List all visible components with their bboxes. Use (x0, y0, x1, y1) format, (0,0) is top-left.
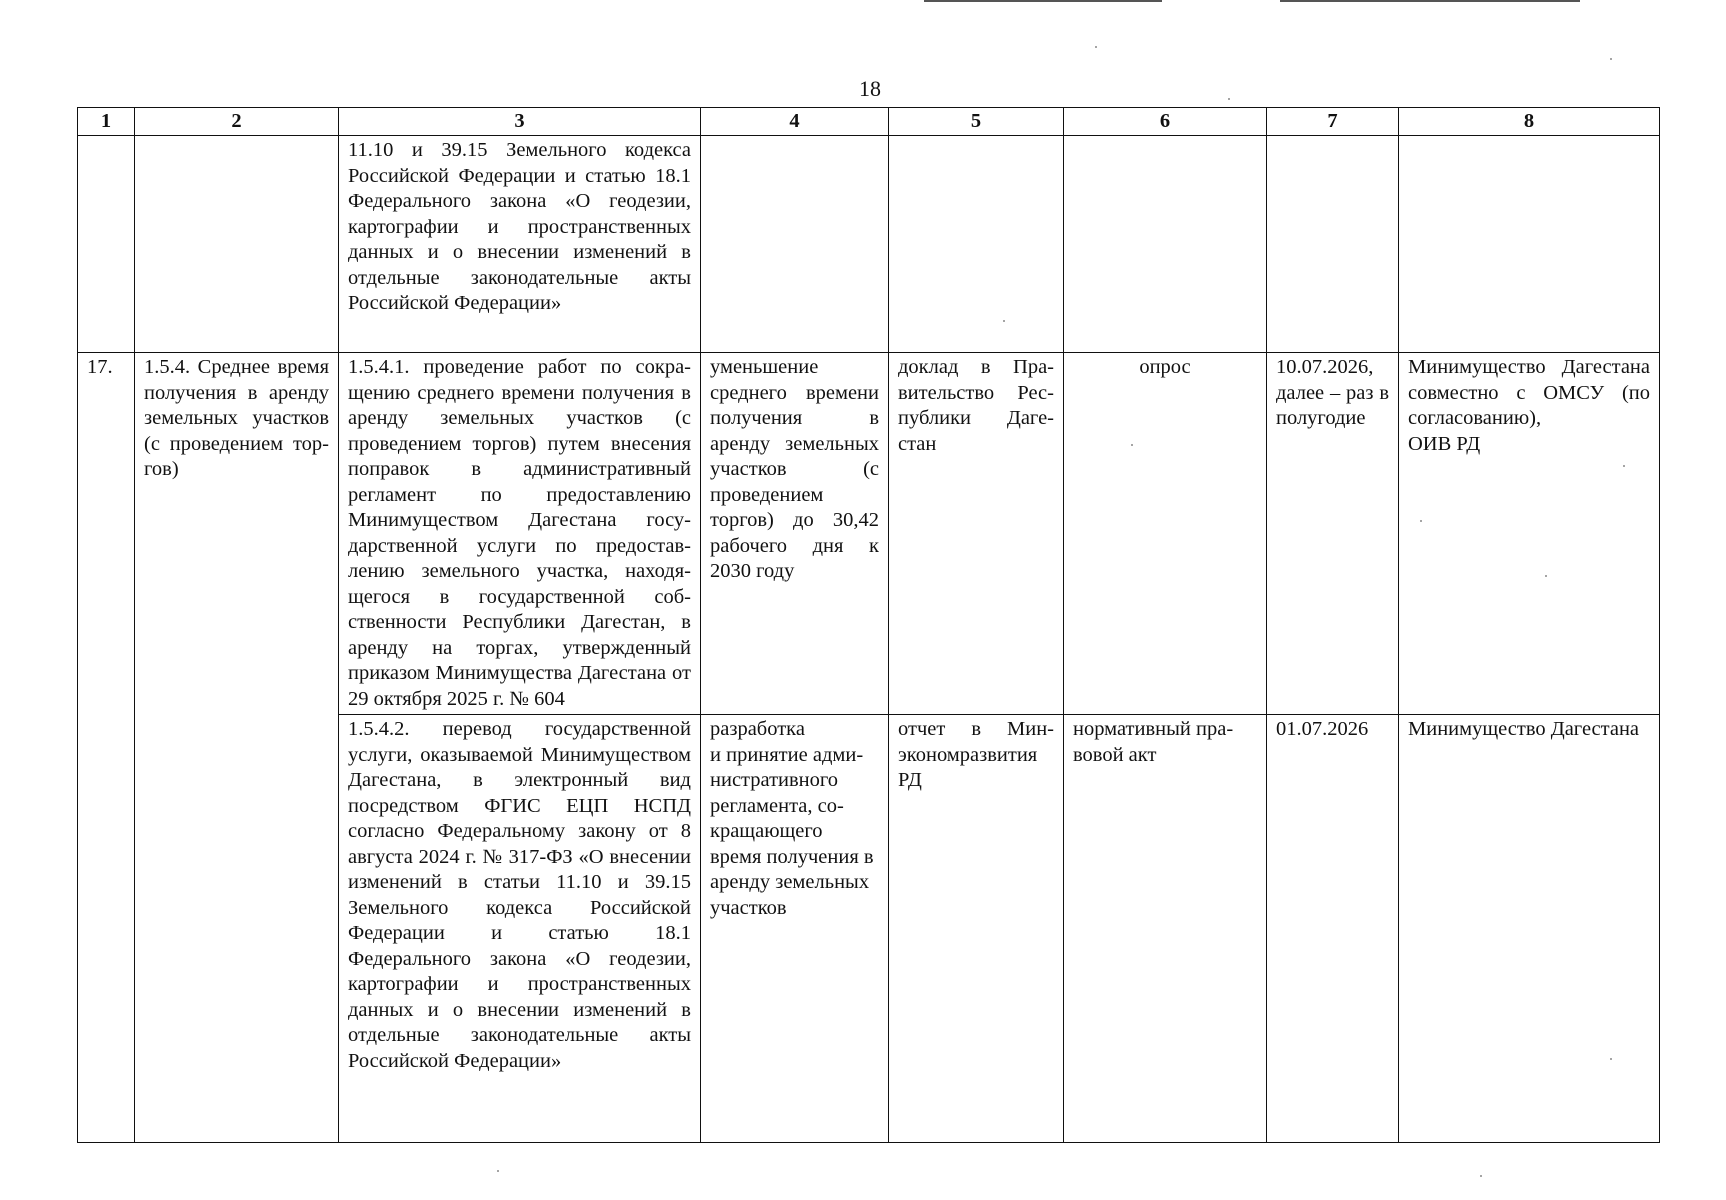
scan-edge-line-right (1280, 0, 1580, 2)
responsible-2-text: Минимущество Дагестана (1399, 715, 1660, 1143)
scan-speck (1610, 1058, 1612, 1060)
deadline-1-text: 10.07.2026, далее – раз в полугодие (1267, 353, 1399, 715)
report-2-text: отчет в Минэкономразвития РД (889, 715, 1064, 1143)
plan-table (77, 107, 1660, 1143)
page-number: 18 (859, 76, 881, 101)
cont-measure-text: 11.10 и 39.15 Земельного кодекса Российской Федерации и статью 18.1 Федерального закона «О геодезии, картографии и пространственных данных и о внесении изменений в отдельные законодательные акты Российской Федерации» (339, 136, 701, 353)
header-row (78, 108, 1660, 136)
measure-1-text: 1.5.4.1. проведение работ по сокращению среднего времени получения в аренду земельных участков (с проведением торгов) путем внесения поправок в административный регламент по предоставлению Минимуществом Дагестана государственной услуги по предоставлению земельного участка, находящегося в государственной собственности Республики Дагестан, в аренду на торгах, утвержденный приказом Минимущества Дагестана от 29 октября 2025 г. № 604 (339, 353, 701, 715)
scan-speck (1623, 465, 1625, 467)
result-2-text: разработка и принятие административного регламента, сокращающего время получения в аренду земельных участков (701, 715, 889, 1143)
scan-speck (1610, 58, 1612, 60)
continuation-row (78, 136, 1660, 353)
cont-cell-8 (1399, 136, 1660, 353)
cont-cell-6 (1064, 136, 1267, 353)
control-2-text: нормативный правовой акт (1064, 715, 1267, 1143)
scan-speck (1480, 1175, 1482, 1177)
scan-edge-line-left (924, 0, 1162, 2)
indicator-text: 1.5.4. Среднее время получения в аренду земельных участков (с проведением торгов) (135, 353, 339, 1143)
header-col-4: 4 (701, 108, 889, 136)
scan-speck (497, 1170, 499, 1172)
scan-speck (1003, 320, 1005, 322)
cont-cell-5 (889, 136, 1064, 353)
cont-cell-1 (78, 136, 135, 353)
scan-speck (1420, 520, 1422, 522)
responsible-1-text: Минимущество Дагестана совместно с ОМСУ (по согласованию), ОИВ РД (1399, 353, 1660, 715)
row-17-sub-1 (78, 353, 1660, 715)
scan-speck (1545, 575, 1547, 577)
header-col-6: 6 (1064, 108, 1267, 136)
header-col-3: 3 (339, 108, 701, 136)
row-number: 17. (78, 353, 135, 1143)
report-1-text: доклад в Правительство Республики Дагестан (889, 353, 1064, 715)
header-col-8: 8 (1399, 108, 1660, 136)
header-col-2: 2 (135, 108, 339, 136)
scan-speck (1095, 46, 1097, 48)
scan-speck (1228, 98, 1230, 100)
cont-cell-2 (135, 136, 339, 353)
cont-cell-4 (701, 136, 889, 353)
result-1-text: уменьшение среднего времени получения в аренду земельных участков (с проведением торгов) до 30,42 рабочего дня к 2030 году (701, 353, 889, 715)
deadline-2-text: 01.07.2026 (1267, 715, 1399, 1143)
header-col-1: 1 (78, 108, 135, 136)
control-1-text: опрос (1064, 353, 1267, 715)
header-col-7: 7 (1267, 108, 1399, 136)
scan-speck (1131, 444, 1133, 446)
header-col-5: 5 (889, 108, 1064, 136)
measure-2-text: 1.5.4.2. перевод государственной услуги, оказываемой Минимуществом Дагестана, в электронный вид посредством ФГИС ЕЦП НСПД согласно Федеральному закону от 8 августа 2024 г. № 317-ФЗ «О внесении изменений в статьи 11.10 и 39.15 Земельного кодекса Российской Федерации и статью 18.1 Федерального закона «О геодезии, картографии и пространственных данных и о внесении изменений в отдельные законодательные акты Российской Федерации» (339, 715, 701, 1143)
cont-cell-7 (1267, 136, 1399, 353)
